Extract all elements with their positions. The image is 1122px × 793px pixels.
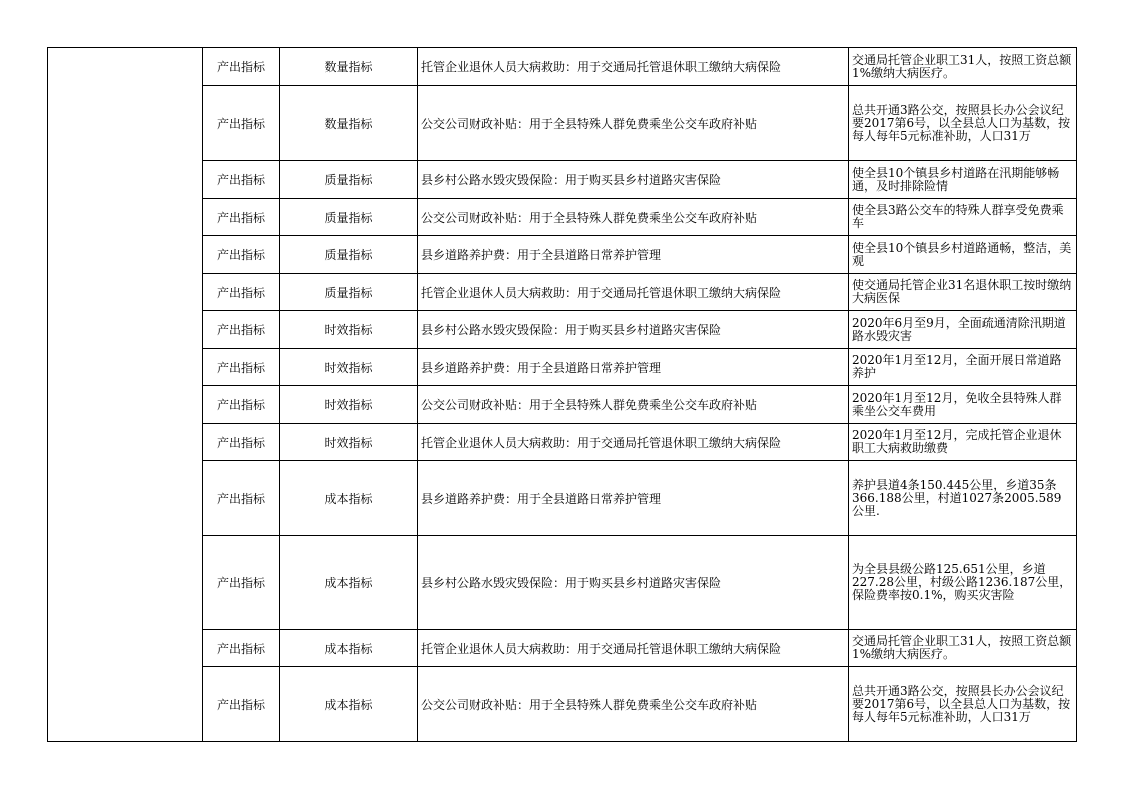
value-cell: 总共开通3路公交，按照县长办公会议纪要2017第6号，以全县总人口为基数，按每人每年5元标准补助，人口31万 <box>849 86 1077 161</box>
item-cell: 托管企业退休人员大病救助：用于交通局托管退休职工缴纳大病保险 <box>418 630 849 667</box>
subcategory-cell: 时效指标 <box>280 424 418 461</box>
merged-blank-cell <box>48 48 203 742</box>
value-cell: 总共开通3路公交，按照县长办公会议纪要2017第6号，以全县总人口为基数，按每人每年5元标准补助，人口31万 <box>849 667 1077 742</box>
subcategory-cell: 成本指标 <box>280 461 418 536</box>
subcategory-cell: 时效指标 <box>280 311 418 349</box>
category-cell: 产出指标 <box>203 48 280 86</box>
category-cell: 产出指标 <box>203 236 280 274</box>
table-row <box>48 161 1077 199</box>
table-row <box>48 536 1077 630</box>
item-cell: 县乡道路养护费：用于全县道路日常养护管理 <box>418 236 849 274</box>
table-row <box>48 311 1077 349</box>
table-row <box>48 461 1077 536</box>
subcategory-cell: 成本指标 <box>280 630 418 667</box>
item-cell: 县乡村公路水毁灾毁保险：用于购买县乡村道路灾害保险 <box>418 536 849 630</box>
category-cell: 产出指标 <box>203 630 280 667</box>
table-row <box>48 630 1077 667</box>
item-cell: 县乡道路养护费：用于全县道路日常养护管理 <box>418 349 849 386</box>
category-cell: 产出指标 <box>203 386 280 424</box>
item-cell: 公交公司财政补贴：用于全县特殊人群免费乘坐公交车政府补贴 <box>418 386 849 424</box>
category-cell: 产出指标 <box>203 86 280 161</box>
table-row <box>48 424 1077 461</box>
subcategory-cell: 时效指标 <box>280 349 418 386</box>
subcategory-cell: 质量指标 <box>280 236 418 274</box>
value-cell: 交通局托管企业职工31人，按照工资总额1%缴纳大病医疗。 <box>849 48 1077 86</box>
category-cell: 产出指标 <box>203 667 280 742</box>
indicator-table-body <box>48 48 1077 742</box>
value-cell: 2020年6月至9月，全面疏通清除汛期道路水毁灾害 <box>849 311 1077 349</box>
item-cell: 公交公司财政补贴：用于全县特殊人群免费乘坐公交车政府补贴 <box>418 199 849 236</box>
subcategory-cell: 质量指标 <box>280 274 418 311</box>
table-row <box>48 349 1077 386</box>
subcategory-cell: 时效指标 <box>280 386 418 424</box>
subcategory-cell: 质量指标 <box>280 161 418 199</box>
category-cell: 产出指标 <box>203 461 280 536</box>
value-cell: 交通局托管企业职工31人，按照工资总额1%缴纳大病医疗。 <box>849 630 1077 667</box>
value-cell: 使全县3路公交车的特殊人群享受免费乘车 <box>849 199 1077 236</box>
item-cell: 托管企业退休人员大病救助：用于交通局托管退休职工缴纳大病保险 <box>418 424 849 461</box>
item-cell: 公交公司财政补贴：用于全县特殊人群免费乘坐公交车政府补贴 <box>418 667 849 742</box>
table-row <box>48 199 1077 236</box>
category-cell: 产出指标 <box>203 424 280 461</box>
value-cell: 使全县10个镇县乡村道路在汛期能够畅通，及时排除险情 <box>849 161 1077 199</box>
category-cell: 产出指标 <box>203 311 280 349</box>
category-cell: 产出指标 <box>203 274 280 311</box>
category-cell: 产出指标 <box>203 161 280 199</box>
table-row <box>48 48 1077 86</box>
category-cell: 产出指标 <box>203 349 280 386</box>
subcategory-cell: 数量指标 <box>280 48 418 86</box>
item-cell: 县乡道路养护费：用于全县道路日常养护管理 <box>418 461 849 536</box>
table-row <box>48 86 1077 161</box>
category-cell: 产出指标 <box>203 199 280 236</box>
indicator-table <box>47 47 1077 742</box>
item-cell: 县乡村公路水毁灾毁保险：用于购买县乡村道路灾害保险 <box>418 161 849 199</box>
value-cell: 为全县县级公路125.651公里，乡道227.28公里，村级公路1236.187公里，保险费率按0.1%，购买灾害险 <box>849 536 1077 630</box>
value-cell: 2020年1月至12月，全面开展日常道路养护 <box>849 349 1077 386</box>
value-cell: 使全县10个镇县乡村道路通畅，整洁，美观 <box>849 236 1077 274</box>
item-cell: 托管企业退休人员大病救助：用于交通局托管退休职工缴纳大病保险 <box>418 48 849 86</box>
item-cell: 县乡村公路水毁灾毁保险：用于购买县乡村道路灾害保险 <box>418 311 849 349</box>
item-cell: 托管企业退休人员大病救助：用于交通局托管退休职工缴纳大病保险 <box>418 274 849 311</box>
value-cell: 使交通局托管企业31名退休职工按时缴纳大病医保 <box>849 274 1077 311</box>
value-cell: 养护县道4条150.445公里，乡道35条366.188公里，村道1027条2005.589公里. <box>849 461 1077 536</box>
category-cell: 产出指标 <box>203 536 280 630</box>
table-row <box>48 667 1077 742</box>
table-row <box>48 236 1077 274</box>
table-row <box>48 386 1077 424</box>
value-cell: 2020年1月至12月，免收全县特殊人群乘坐公交车费用 <box>849 386 1077 424</box>
subcategory-cell: 质量指标 <box>280 199 418 236</box>
subcategory-cell: 数量指标 <box>280 86 418 161</box>
value-cell: 2020年1月至12月，完成托管企业退休职工大病救助缴费 <box>849 424 1077 461</box>
table-row <box>48 274 1077 311</box>
subcategory-cell: 成本指标 <box>280 667 418 742</box>
item-cell: 公交公司财政补贴：用于全县特殊人群免费乘坐公交车政府补贴 <box>418 86 849 161</box>
subcategory-cell: 成本指标 <box>280 536 418 630</box>
